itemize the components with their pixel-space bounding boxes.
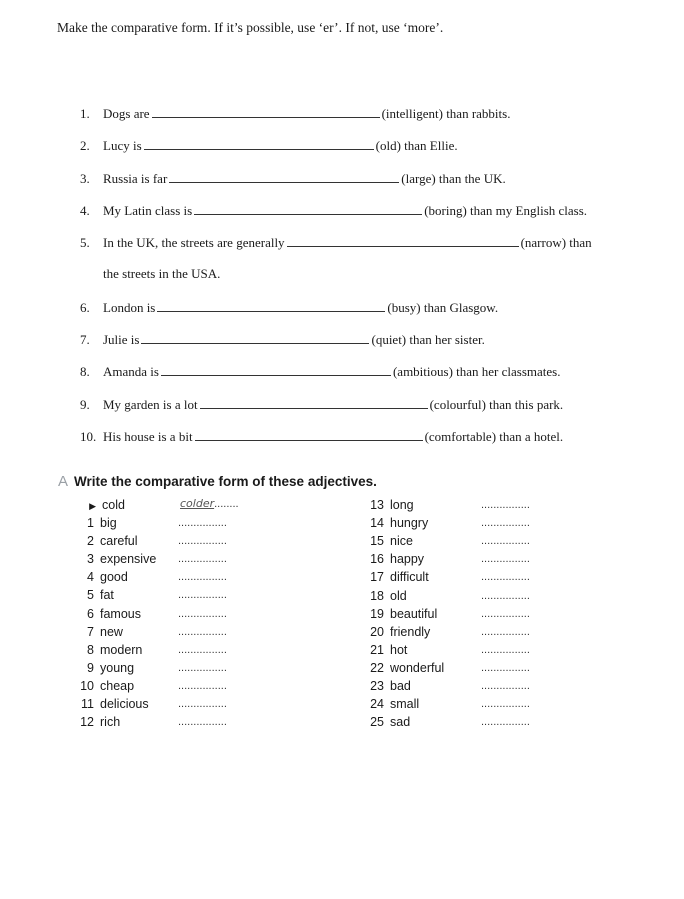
adjective-row (76, 568, 128, 586)
question-5 (80, 234, 592, 252)
answer-dots[interactable]: ................ (481, 517, 530, 530)
adjective: sad (390, 715, 411, 730)
answer-line[interactable] (287, 234, 519, 247)
question-after: (colourful) than this park. (429, 397, 564, 412)
adjective-row (366, 713, 410, 731)
item-number: 1 (87, 516, 94, 530)
answer-dots[interactable]: ................ (481, 607, 530, 620)
question-after: (narrow) than (520, 235, 592, 250)
item-number: 14 (370, 516, 384, 531)
adjective-row (366, 677, 411, 695)
item-number: 2 (87, 534, 94, 549)
item-number: 12 (80, 715, 94, 730)
answer-dots[interactable]: ................ (178, 607, 227, 620)
answer-line[interactable] (195, 428, 423, 441)
question-before: Amanda is (103, 364, 159, 379)
adjective-row (366, 587, 407, 605)
answer-dots: ........ (214, 498, 239, 510)
adjective-row (76, 514, 117, 532)
question-after: (busy) than Glasgow. (387, 300, 499, 315)
item-number: 4 (87, 570, 94, 585)
item-number: 5 (87, 588, 94, 603)
question-before: Russia is far (103, 171, 168, 186)
question-after: (boring) than my English class. (424, 203, 588, 218)
answer-dots[interactable]: ................ (178, 625, 227, 638)
adjective: fat (100, 588, 114, 603)
answer-dots[interactable]: ................ (178, 643, 227, 656)
item-number: 7 (87, 624, 94, 639)
question-number: 5. (80, 235, 90, 250)
question-before: London is (103, 300, 156, 315)
answer-line[interactable] (161, 363, 391, 376)
question-5-continuation: the streets in the USA. (103, 266, 221, 281)
adjective: big (100, 516, 117, 530)
item-number: 18 (370, 588, 384, 603)
question-number: 10. (80, 429, 97, 444)
adjective: cheap (100, 678, 135, 693)
adjective-row (76, 695, 149, 713)
answer-dots[interactable]: ................ (481, 553, 530, 566)
adjective-row (366, 695, 419, 713)
adjective-row (366, 605, 437, 623)
adjective: friendly (390, 624, 431, 639)
answer-dots[interactable]: ................ (481, 716, 530, 729)
question-3 (80, 170, 506, 188)
question-6 (80, 299, 498, 317)
question-10 (80, 428, 563, 446)
item-number: 16 (370, 552, 384, 567)
adjective: cold (102, 498, 125, 512)
adjective: hot (390, 642, 408, 657)
adjective: modern (100, 642, 143, 657)
adjective-row (76, 713, 120, 731)
answer-dots[interactable]: ................ (178, 589, 227, 602)
adjective-row (366, 532, 413, 550)
adjective: young (100, 660, 135, 675)
answer-dots[interactable]: ................ (178, 661, 227, 674)
answer-line[interactable] (152, 105, 380, 118)
question-number: 6. (80, 300, 90, 315)
adjective: famous (100, 606, 141, 621)
adjective: hungry (390, 516, 429, 531)
answer-dots[interactable]: ................ (178, 535, 227, 548)
answer-line[interactable] (169, 170, 399, 183)
item-number: 17 (370, 570, 384, 585)
adjective-row (76, 641, 142, 659)
item-number: 21 (370, 642, 384, 657)
answer-dots[interactable]: ................ (178, 698, 227, 710)
answer-line[interactable] (144, 137, 374, 150)
adjective-row (76, 605, 141, 623)
answer-dots[interactable]: ................ (178, 553, 227, 566)
answer-dots[interactable]: ................ (481, 680, 530, 692)
adjective: small (390, 697, 420, 712)
item-number: 11 (81, 697, 94, 711)
adjective: good (100, 570, 128, 585)
question-number: 9. (80, 397, 90, 412)
question-after: (intelligent) than rabbits. (381, 106, 511, 121)
item-number: 19 (370, 606, 384, 621)
answer-dots[interactable]: ................ (481, 643, 530, 656)
adjective: happy (390, 552, 425, 567)
section-a-heading: Write the comparative form of these adjectives. (74, 474, 377, 489)
answer-dots[interactable]: ................ (481, 698, 530, 711)
item-number: 13 (370, 498, 384, 512)
question-after: (old) than Ellie. (375, 138, 458, 153)
answer-line[interactable] (200, 396, 428, 409)
question-before: Dogs are (103, 106, 150, 121)
question-before: Julie is (103, 332, 140, 347)
item-number: 10 (80, 678, 94, 693)
section-a-title (58, 473, 377, 490)
answer-dots[interactable]: ................ (481, 499, 530, 511)
adjective: difficult (390, 570, 429, 585)
item-number: 20 (370, 624, 384, 639)
question-4 (80, 202, 587, 220)
adjective: wonderful (390, 660, 445, 675)
question-8 (80, 363, 560, 381)
item-number: 6 (87, 606, 94, 621)
adjective-row (366, 659, 444, 677)
adjective-row (366, 550, 424, 568)
question-before: My Latin class is (103, 203, 193, 218)
adjective-row (366, 641, 407, 659)
question-after: (ambitious) than her classmates. (392, 364, 561, 379)
adjective: expensive (100, 552, 157, 567)
question-2 (80, 137, 458, 155)
answer-dots[interactable]: ................ (481, 661, 530, 674)
adjective-row (366, 568, 429, 586)
item-number: 25 (370, 715, 384, 730)
adjective-row (76, 623, 123, 641)
question-7 (80, 331, 485, 349)
adjective: delicious (100, 697, 149, 711)
adjective-row (76, 677, 134, 695)
adjective: long (390, 498, 414, 512)
answer-line[interactable] (157, 299, 385, 312)
item-number: 24 (370, 697, 384, 712)
answer-dots[interactable]: ................ (178, 571, 227, 584)
question-number: 2. (80, 138, 90, 153)
question-after: (quiet) than her sister. (371, 332, 485, 347)
answer-line[interactable] (194, 202, 422, 215)
question-number: 4. (80, 203, 90, 218)
play-arrow-icon: ▶ (89, 501, 96, 511)
question-before: His house is a bit (103, 429, 193, 444)
question-number: 7. (80, 332, 90, 347)
answer-dots[interactable]: ................ (481, 625, 530, 638)
adjective-row (366, 623, 430, 641)
instruction-text: Make the comparative form. If it’s possible, use ‘er’. If not, use ‘more’. (57, 20, 444, 35)
item-number: 9 (87, 660, 94, 675)
question-number: 8. (80, 364, 90, 379)
adjective: rich (100, 715, 121, 730)
adjective: nice (390, 534, 413, 549)
question-before: My garden is a lot (103, 397, 198, 412)
adjective-row (76, 532, 138, 550)
question-number: 3. (80, 171, 90, 186)
answer-dots[interactable]: ................ (178, 517, 227, 529)
adjective-row (76, 659, 134, 677)
question-before: Lucy is (103, 138, 142, 153)
example-answer[interactable] (180, 497, 239, 510)
question-before: In the UK, the streets are generally (103, 235, 285, 250)
answer-dots[interactable]: ................ (178, 716, 227, 729)
adjective: bad (390, 679, 411, 693)
adjective-row (366, 514, 428, 532)
question-after: (comfortable) than a hotel. (424, 429, 564, 444)
adjective: beautiful (390, 606, 438, 621)
question-9 (80, 396, 563, 414)
adjective-row (366, 496, 414, 514)
example-row (78, 496, 125, 514)
adjective: new (100, 624, 123, 639)
question-number: 1. (80, 106, 90, 121)
answer-dots[interactable]: ................ (481, 535, 530, 548)
question-after: (large) than the UK. (401, 171, 506, 186)
item-number: 22 (370, 660, 384, 675)
example-answer-text: colder (180, 497, 215, 510)
item-number: 15 (370, 534, 384, 549)
item-number: 23 (370, 679, 384, 693)
item-number: 3 (87, 552, 94, 567)
answer-dots[interactable]: ................ (178, 679, 227, 692)
adjective-row (76, 586, 114, 604)
answer-line[interactable] (141, 331, 369, 344)
section-letter: A (58, 473, 69, 490)
adjective-row (76, 550, 156, 568)
answer-dots[interactable]: ................ (481, 589, 530, 602)
adjective: careful (100, 534, 138, 549)
answer-dots[interactable]: ................ (481, 571, 530, 584)
adjective: old (390, 588, 407, 603)
item-number: 8 (87, 642, 94, 657)
question-1 (80, 105, 510, 123)
